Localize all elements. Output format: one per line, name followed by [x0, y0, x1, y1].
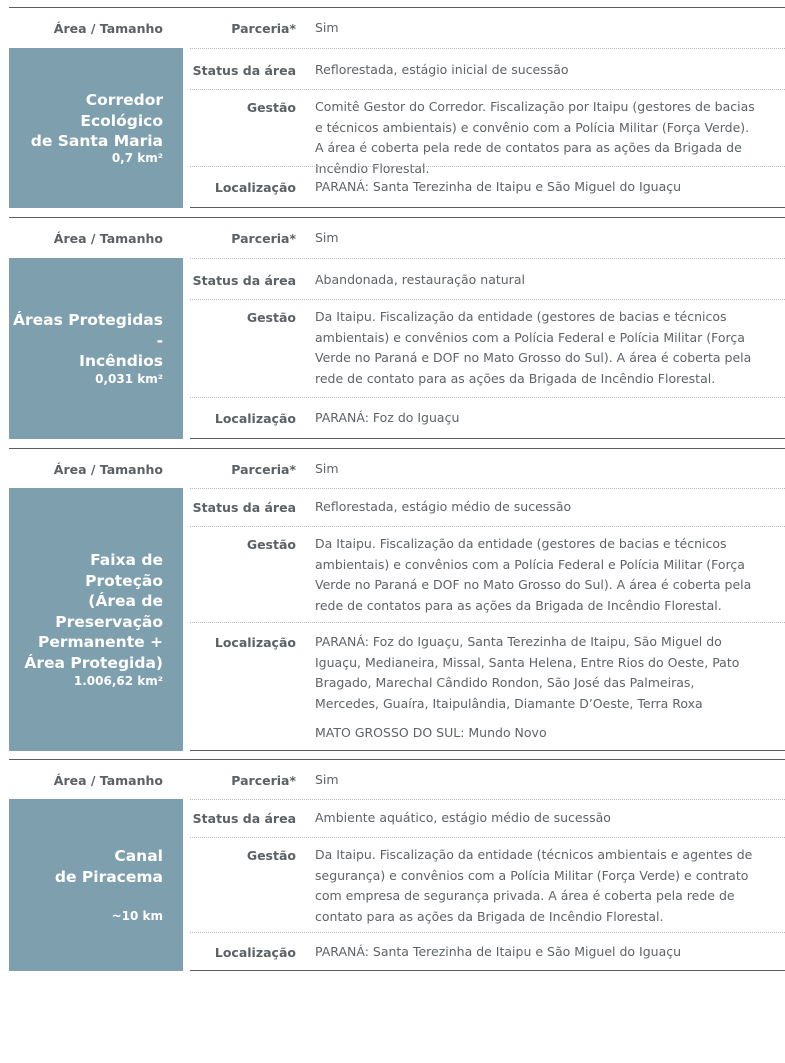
localizacao-value: PARANÁ: Santa Terezinha de Itaipu e São Miguel do Iguaçu: [315, 944, 682, 959]
localizacao-value: PARANÁ: Foz do Iguaçu, Santa Terezinha de Itaipu, São Miguel do Iguaçu, Medianeira, Missal, Santa Helena, Entre Rios do Oeste, Pato Bragado, Marechal Cândido Rondon, São José das Palmeiras, Mercedes, Guaíra, Itaipulândia, Diamante D’Oeste, Terra Roxa: [315, 634, 740, 711]
row-separator: [190, 837, 785, 838]
status-value: Reflorestada, estágio inicial de sucessão: [315, 62, 569, 77]
block-bottom-rule: [190, 970, 785, 971]
area-block-corredor: [9, 7, 785, 208]
area-sidebar: [9, 488, 183, 751]
parceria-value: Sim: [315, 461, 339, 476]
status-label: Status da área: [192, 811, 296, 826]
area-title: Corredor Ecológico de Santa Maria: [30, 91, 163, 150]
localizacao-label: Localização: [214, 180, 296, 195]
parceria-label: Parceria*: [231, 462, 296, 477]
area-size: 0,7 km²: [111, 151, 163, 165]
row-separator: [190, 299, 785, 300]
row-separator: [190, 526, 785, 527]
localizacao-label: Localização: [214, 945, 296, 960]
block-bottom-rule: [190, 438, 785, 439]
row-separator: [190, 932, 785, 933]
localizacao-value-secondary: MATO GROSSO DO SUL: Mundo Novo: [315, 725, 547, 740]
gestao-value: Da Itaipu. Fiscalização da entidade (gestores de bacias e técnicos ambientais) e convênios com a Polícia Federal e Polícia Militar (Força Verde no Paraná e DOF no Mato Grosso do Sul). A área é coberta pela rede de contatos para as ações da Brigada de Incêndio Florestal.: [315, 536, 752, 613]
row-separator: [190, 258, 785, 259]
area-size: ~10 km: [111, 909, 163, 923]
row-separator: [190, 89, 785, 90]
localizacao-value: PARANÁ: Santa Terezinha de Itaipu e São Miguel do Iguaçu: [315, 179, 682, 194]
gestao-label: Gestão: [246, 310, 296, 325]
area-size-header: Área / Tamanho: [53, 231, 163, 246]
row-separator: [190, 622, 785, 623]
localizacao-label: Localização: [214, 411, 296, 426]
area-title: Áreas Protegidas - Incêndios: [13, 311, 163, 370]
block-header-row: [9, 7, 785, 47]
status-label: Status da área: [192, 273, 296, 288]
block-header-row: [9, 217, 785, 257]
area-size: 1.006,62 km²: [73, 674, 163, 688]
block-bottom-rule: [190, 207, 785, 208]
area-block-incendios: [9, 217, 785, 439]
area-sidebar: [9, 48, 183, 208]
area-sidebar: [9, 258, 183, 439]
localizacao-value: PARANÁ: Foz do Iguaçu: [315, 410, 460, 425]
block-header-row: [9, 759, 785, 799]
gestao-label: Gestão: [246, 537, 296, 552]
gestao-label: Gestão: [246, 100, 296, 115]
parceria-value: Sim: [315, 772, 339, 787]
row-separator: [190, 799, 785, 800]
row-separator: [190, 488, 785, 489]
parceria-value: Sim: [315, 20, 339, 35]
area-size-header: Área / Tamanho: [53, 773, 163, 788]
parceria-label: Parceria*: [231, 21, 296, 36]
status-value: Ambiente aquático, estágio médio de sucessão: [315, 810, 611, 825]
gestao-value: Da Itaipu. Fiscalização da entidade (gestores de bacias e técnicos ambientais) e convênios com a Polícia Federal e Polícia Militar (Força Verde no Paraná e DOF no Mato Grosso do Sul). A área é coberta pela rede de contato para as ações da Brigada de Incêndio Florestal.: [315, 309, 752, 386]
row-separator: [190, 48, 785, 49]
area-size: 0,031 km²: [95, 372, 163, 386]
block-bottom-rule: [190, 750, 785, 751]
area-block-piracema: [9, 759, 785, 971]
area-size-header: Área / Tamanho: [53, 462, 163, 477]
gestao-value: Comitê Gestor do Corredor. Fiscalização por Itaipu (gestores de bacias e técnicos ambientais) e convênio com a Polícia Militar (Força Verde). A área é coberta pela rede de contatos para as ações da Brigada de Incêndio Florestal.: [315, 99, 755, 176]
area-size-header: Área / Tamanho: [53, 21, 163, 36]
block-header-row: [9, 448, 785, 488]
row-separator: [190, 397, 785, 398]
area-title: Faixa de Proteção (Área de Preservação Permanente + Área Protegida): [24, 551, 163, 672]
parceria-value: Sim: [315, 230, 339, 245]
status-label: Status da área: [192, 500, 296, 515]
status-label: Status da área: [192, 63, 296, 78]
parceria-label: Parceria*: [231, 773, 296, 788]
gestao-value: Da Itaipu. Fiscalização da entidade (técnicos ambientais e agentes de segurança) e convênios com a Polícia Militar (Força Verde) e contrato com empresa de segurança privada. A área é coberta pela rede de contato para as ações da Brigada de Incêndio Florestal.: [315, 847, 753, 924]
status-value: Reflorestada, estágio médio de sucessão: [315, 499, 572, 514]
area-title: Canal de Piracema: [54, 847, 163, 886]
gestao-label: Gestão: [246, 848, 296, 863]
area-sidebar: [9, 799, 183, 971]
area-block-faixa: [9, 448, 785, 751]
localizacao-label: Localização: [214, 635, 296, 650]
status-value: Abandonada, restauração natural: [315, 272, 525, 287]
row-separator: [190, 166, 785, 167]
parceria-label: Parceria*: [231, 231, 296, 246]
